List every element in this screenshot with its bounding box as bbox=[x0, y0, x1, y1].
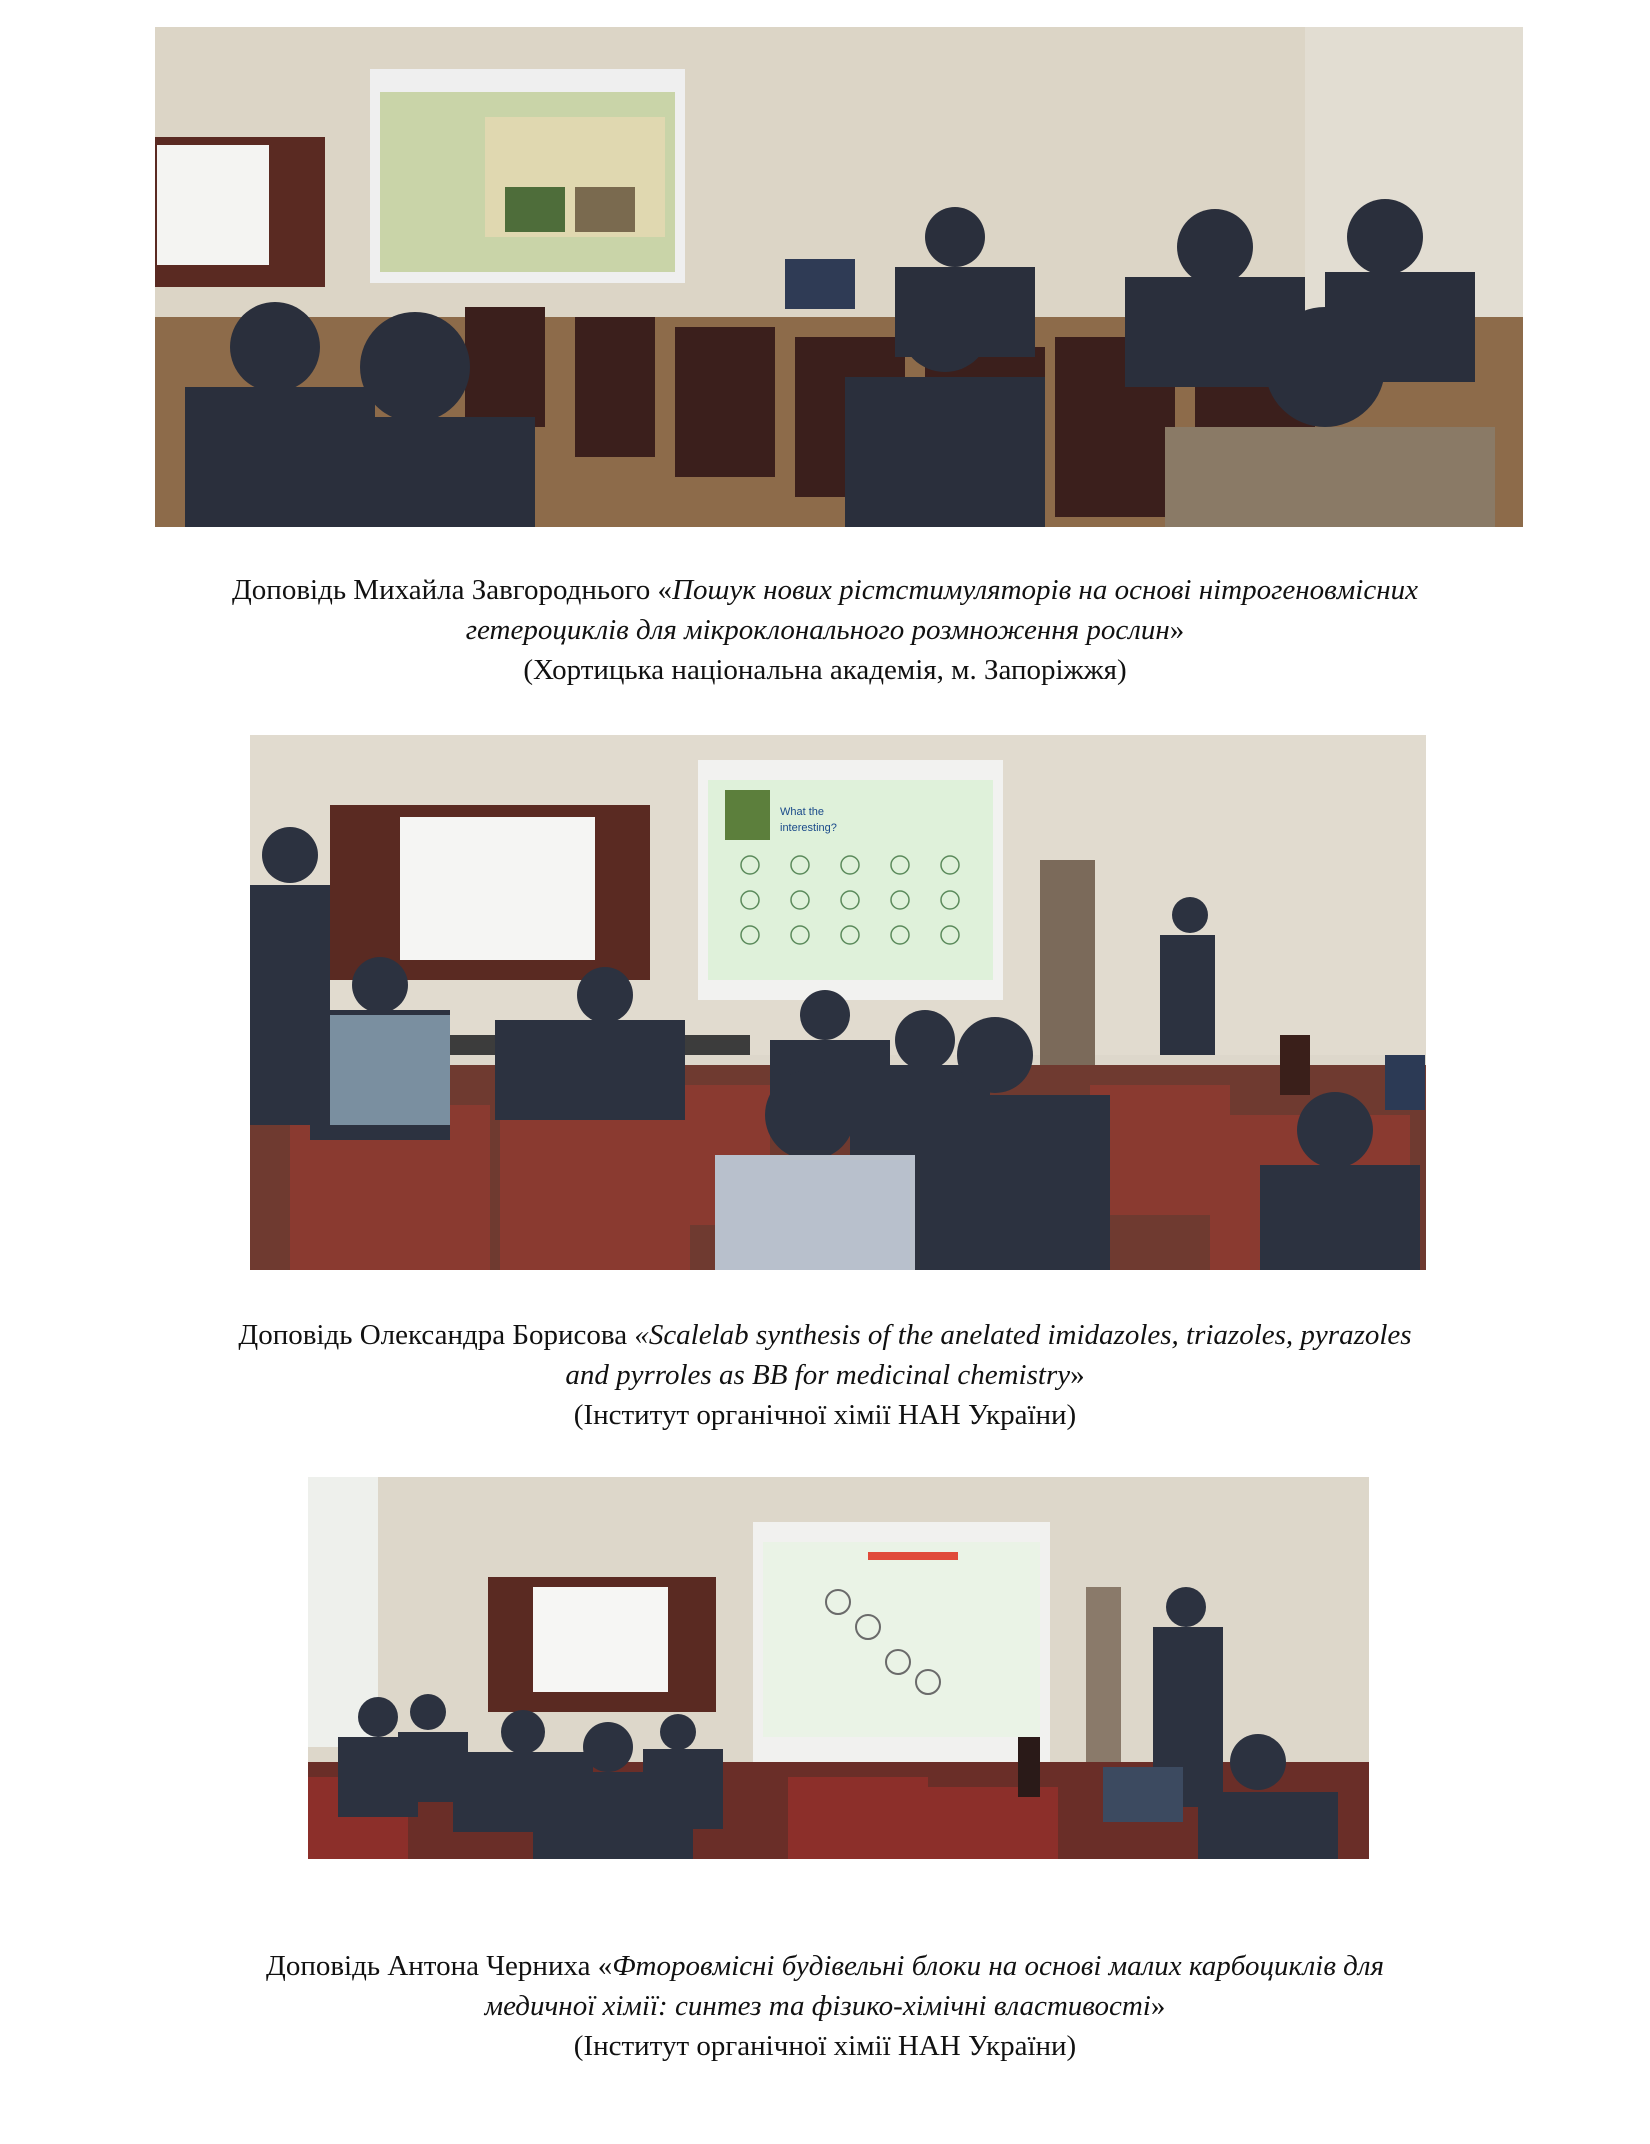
caption-2-prefix: Доповідь Олександра Борисова bbox=[238, 1319, 635, 1351]
caption-1-title-line-1: Пошук нових рістстимуляторів на основі нітрогеновмісних bbox=[672, 574, 1418, 606]
slide-2-heading-2: interesting? bbox=[780, 822, 837, 834]
caption-2-affiliation: (Інститут органічної хімії НАН України) bbox=[573, 1399, 1077, 1431]
slide-2-heading: What the bbox=[780, 806, 825, 818]
caption-3-suffix: » bbox=[1150, 1990, 1166, 2022]
caption-1-prefix: Доповідь Михайла Завгороднього « bbox=[232, 574, 673, 606]
caption-1 bbox=[0, 570, 1650, 690]
conference-photo-3 bbox=[308, 1477, 1369, 1859]
caption-2-title-line-2: and pyrroles as BB for medicinal chemistry bbox=[565, 1359, 1071, 1391]
caption-2-suffix: » bbox=[1070, 1359, 1085, 1391]
caption-2-title-line-1: «Scalelab synthesis of the anelated imidazoles, triazoles, pyrazoles bbox=[634, 1319, 1412, 1351]
caption-3-affiliation: (Інститут органічної хімії НАН України) bbox=[573, 2030, 1077, 2062]
caption-1-affiliation: (Хортицька національна академія, м. Запоріжжя) bbox=[523, 654, 1127, 686]
caption-3-prefix: Доповідь Антона Черниха « bbox=[266, 1950, 613, 1982]
caption-1-title-line-2: гетероциклів для мікроклонального розмноження рослин bbox=[465, 614, 1170, 646]
conference-photo-1 bbox=[155, 27, 1523, 527]
caption-3 bbox=[0, 1946, 1650, 2066]
caption-3-title-line-1: Фторовмісні будівельні блоки на основі малих карбоциклів для bbox=[612, 1950, 1384, 1982]
conference-photo-2 bbox=[250, 735, 1426, 1270]
caption-1-suffix: » bbox=[1169, 614, 1185, 646]
caption-2 bbox=[0, 1315, 1650, 1435]
caption-3-title-line-2: медичної хімії: синтез та фізико-хімічні властивості bbox=[484, 1990, 1151, 2022]
